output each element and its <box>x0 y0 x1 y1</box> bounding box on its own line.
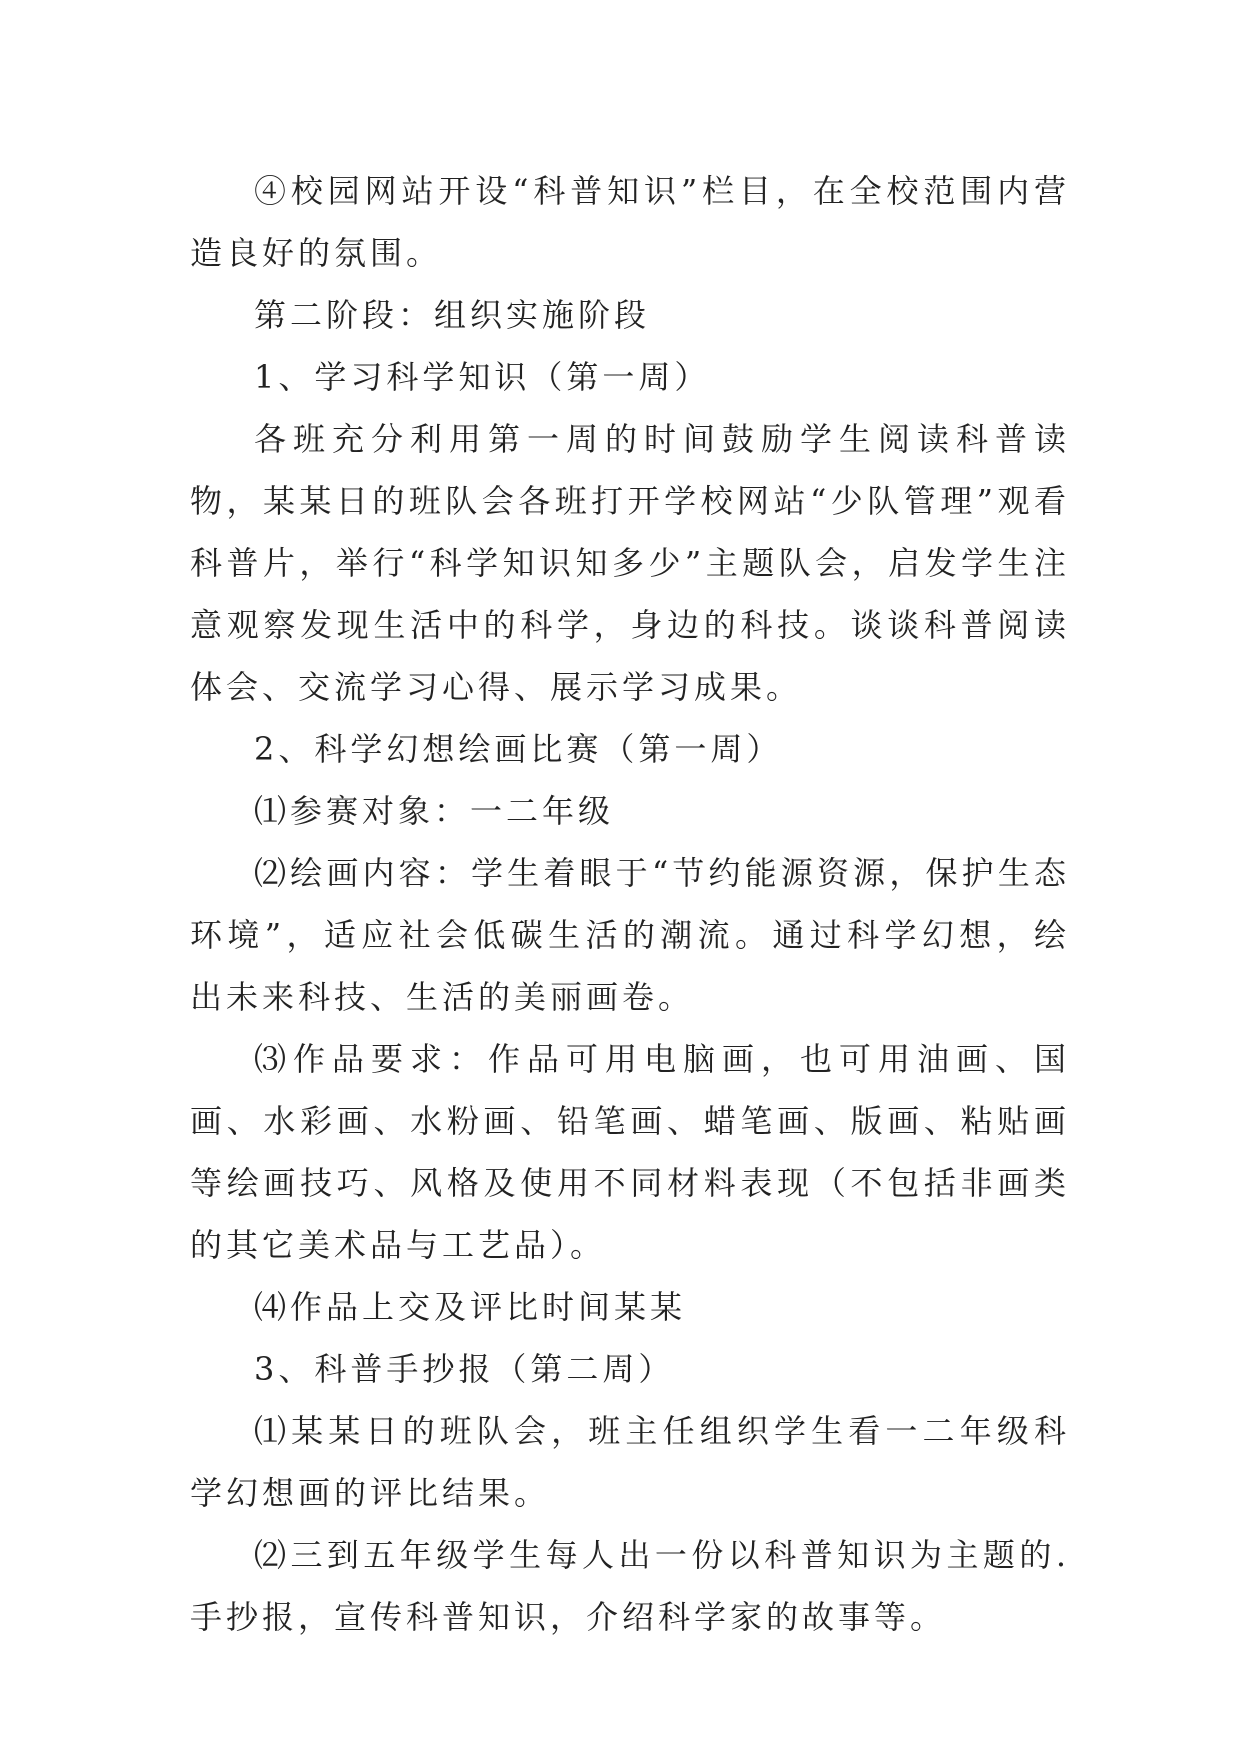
paragraph-item-2-schedule: ⑷作品上交及评比时间某某 <box>254 1288 687 1326</box>
paragraph-item-3-heading: 3、科普手抄报（第二周） <box>254 1350 675 1388</box>
paragraph-campus-website: ④校园网站开设“科普知识”栏目，在全校范围内营造良好的氛围。 <box>190 172 1070 272</box>
paragraph-item-1-body: 各班充分利用第一周的时间鼓励学生阅读科普读物，某某日的班队会各班打开学校网站“少队管理”观看科普片，举行“科学知识知多少”主题队会，启发学生注意观察发现生活中的科学，身边的科技。谈谈科普阅读体会、交流学习心得、展示学习成果。 <box>190 420 1070 706</box>
paragraph-stage-two-heading: 第二阶段：组织实施阶段 <box>254 296 651 334</box>
paragraph-item-2-content: ⑵绘画内容：学生着眼于“节约能源资源，保护生态环境”，适应社会低碳生活的潮流。通过科学幻想，绘出未来科技、生活的美丽画卷。 <box>190 854 1070 1016</box>
paragraph-item-3-results: ⑴某某日的班队会，班主任组织学生看一二年级科学幻想画的评比结果。 <box>190 1412 1070 1512</box>
paragraph-item-2-requirements: ⑶作品要求：作品可用电脑画，也可用油画、国画、水彩画、水粉画、铅笔画、蜡笔画、版画、粘贴画等绘画技巧、风格及使用不同材料表现（不包括非画类的其它美术品与工艺品）。 <box>190 1040 1070 1264</box>
paragraph-item-1-heading: 1、学习科学知识（第一周） <box>254 358 711 396</box>
paragraph-item-3-handwritten-newspaper: ⑵三到五年级学生每人出一份以科普知识为主题的.手抄报，宣传科普知识，介绍科学家的故事等。 <box>190 1536 1070 1636</box>
paragraph-item-2-participants: ⑴参赛对象：一二年级 <box>254 792 615 830</box>
document-body <box>190 160 1070 1648</box>
paragraph-item-2-heading: 2、科学幻想绘画比赛（第一周） <box>254 730 783 768</box>
